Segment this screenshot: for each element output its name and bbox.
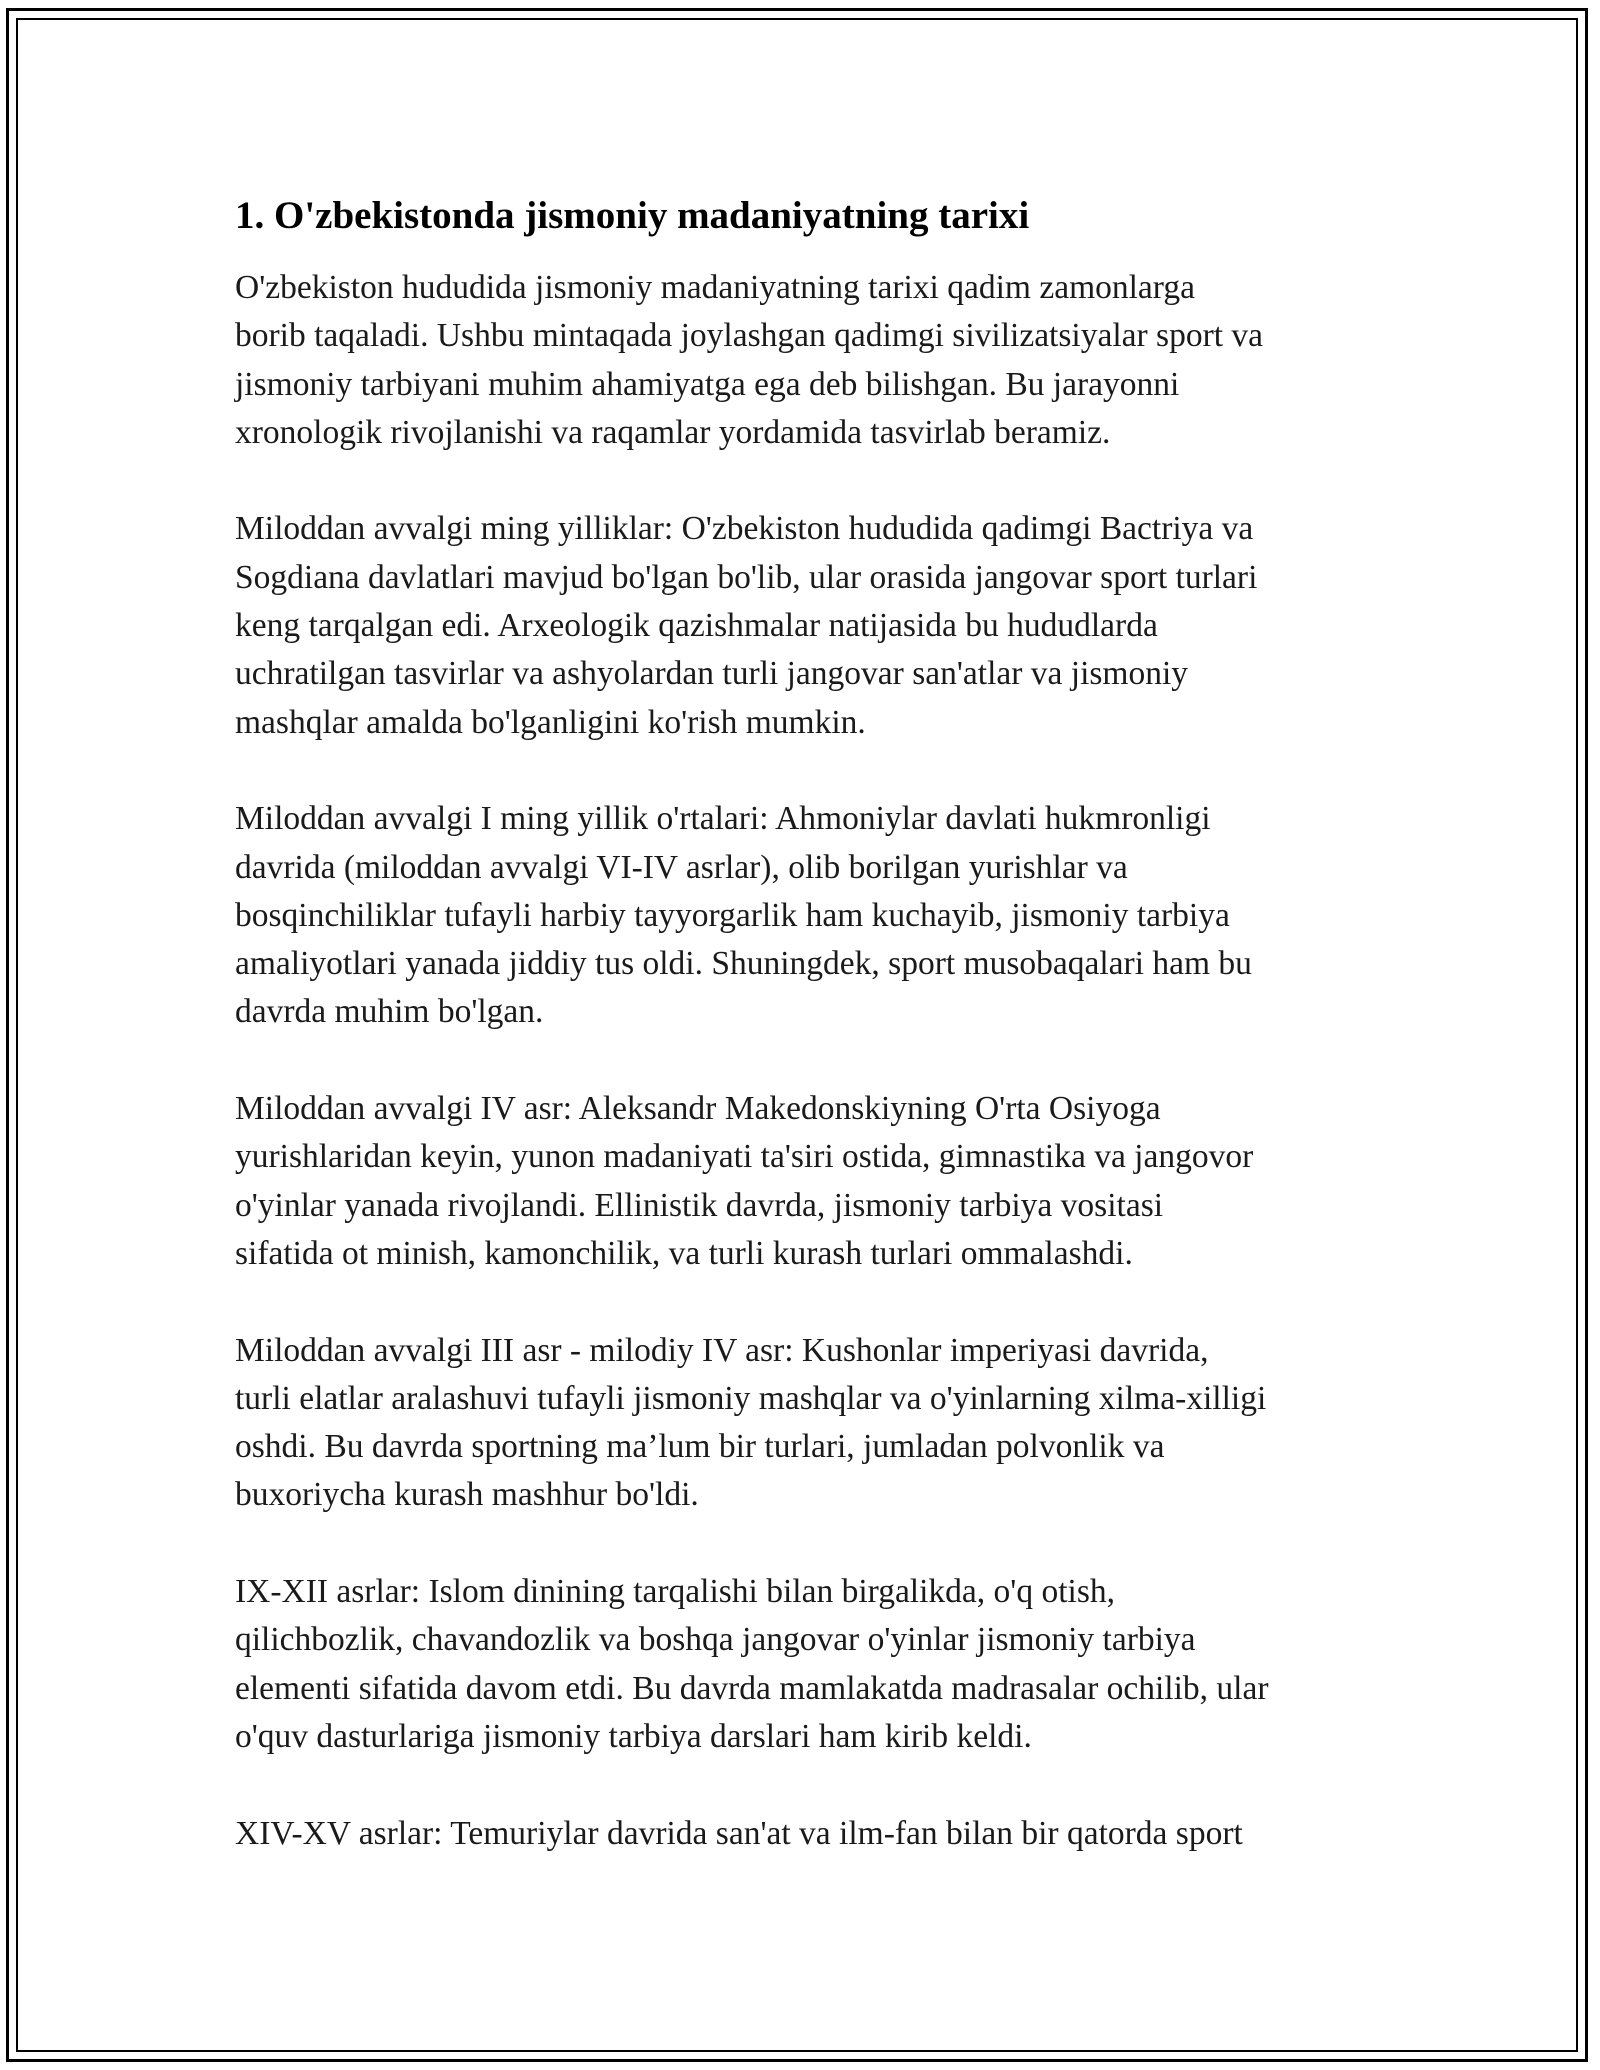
paragraph-intro: O'zbekiston hududida jismoniy madaniyatning tarixi qadim zamonlarga borib taqaladi. Ushbu mintaqada joylashgan qadimgi sivilizatsiyalar sport va jismoniy tarbiyani muhim ahamiyatga ega deb bilishgan. Bu jarayonni xronologik rivojlanishi va raqamlar yordamida tasvirlab beramiz. [235,269,1264,451]
paragraph-ix-xii: IX-XII asrlar: Islom dinining tarqalishi bilan birgalikda, o'q otish, qilichbozlik, chavandozlik va boshqa jangovar o'yinlar jismoniy tarbiya elementi sifatida davom etdi. Bu davrda mamlakatda madrasalar ochilib, ular o'quv dasturlariga jismoniy tarbiya darslari ham kirib keldi. [235,1573,1269,1755]
paragraph-alexander: Miloddan avvalgi IV asr: Aleksandr Makedonskiyning O'rta Osiyoga yurishlaridan keyin, yunon madaniyati ta'siri ostida, gimnastika va jangovor o'yinlar yanada rivojlandi. Ellinistik davrda, jismoniy tarbiya vositasi sifatida ot minish, kamonchilik, va turli kurash turlari ommalashdi. [235,1090,1254,1272]
paragraph-achaemenid: Miloddan avvalgi I ming yillik o'rtalari: Ahmoniylar davlati hukmronligi davrida (miloddan avvalgi VI-IV asrlar), olib borilgan yurishlar va bosqinchiliklar tufayli harbiy tayyorgarlik ham kuchayib, jismoniy tarbiya amaliyotlari yanada jiddiy tus oldi. Shuningdek, sport musobaqalari ham bu davrda muhim bo'lgan. [235,800,1252,1031]
document-body [235,188,1375,1906]
paragraph-xiv-xv: XIV-XV asrlar: Temuriylar davrida san'at va ilm-fan bilan bir qatorda sport [235,1814,1243,1852]
section-heading: 1. O'zbekistonda jismoniy madaniyatning tarixi [235,194,1030,237]
paragraph-kushan: Miloddan avvalgi III asr - milodiy IV asr: Kushonlar imperiyasi davrida, turli elatlar aralashuvi tufayli jismoniy mashqlar va o'yinlarning xilma-xilligi oshdi. Bu davrda sportning ma’lum bir turlari, jumladan polvonlik va buxoriycha kurash mashhur bo'ldi. [235,1331,1267,1514]
paragraph-millennia-bc: Miloddan avvalgi ming yilliklar: O'zbekiston hududida qadimgi Bactriya va Sogdiana davlatlari mavjud bo'lgan bo'lib, ular orasida jangovar sport turlari keng tarqalgan edi. Arxeologik qazishmalar natijasida bu hududlarda uchratilgan tasvirlar va ashyolardan turli jangovar san'atlar va jismoniy mashqlar amalda bo'lganligini ko'rish mumkin. [235,510,1258,741]
